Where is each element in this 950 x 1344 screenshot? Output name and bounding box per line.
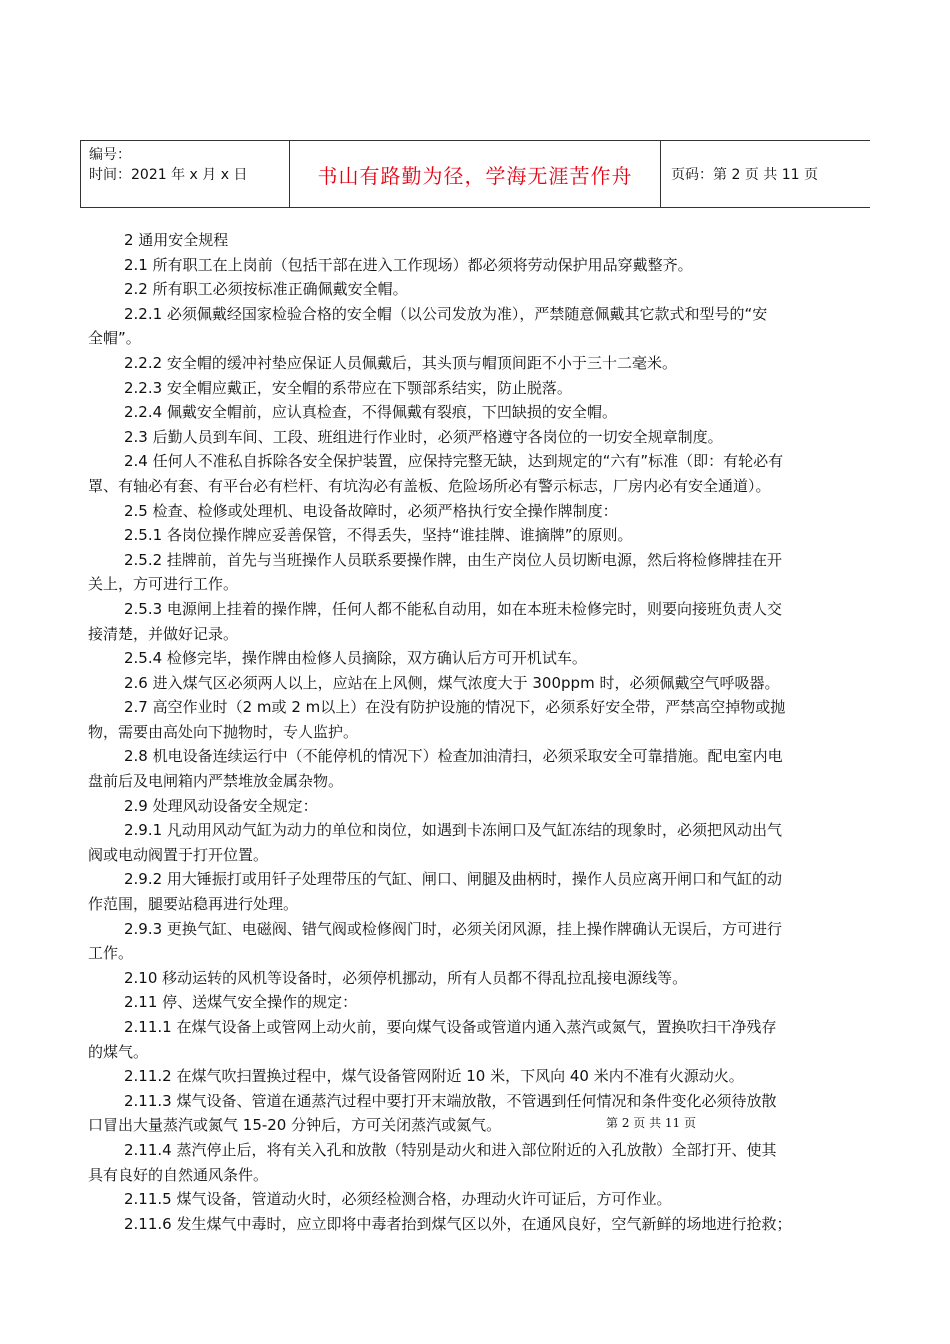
body-line: 口冒出大量蒸汽或氮气 15-20 分钟后，方可关闭蒸汽或氮气。 <box>88 1116 502 1135</box>
document-time-label: 时间：2021 年 x 月 x 日 <box>89 167 248 183</box>
body-line: 2.10 移动运转的风机等设备时，必须停机挪动，所有人员都不得乱拉乱接电源线等。 <box>124 968 688 987</box>
body-line: 2.9.2 用大锤振打或用钎子处理带压的气缸、闸口、闸腿及曲柄时，操作人员应离开闸口和气缸的动 <box>124 870 782 889</box>
body-line: 2.11.6 发生煤气中毒时，应立即将中毒者抬到煤气区以外，在通风良好，空气新鲜的场地进行抢救； <box>124 1214 792 1233</box>
body-line: 2.9 处理风动设备安全规定： <box>124 796 318 815</box>
body-line: 具有良好的自然通风条件。 <box>88 1165 269 1184</box>
body-line: 阀或电动阀置于打开位置。 <box>88 845 269 864</box>
document-number-label: 编号： <box>89 147 131 163</box>
body-line: 2.2.2 安全帽的缓冲衬垫应保证人员佩戴后，其头顶与帽顶间距不小于三十二毫米。 <box>124 353 677 372</box>
body-line: 2.11.3 煤气设备、管道在通蒸汽过程中要打开末端放散，不管遇到任何情况和条件变化必须待放散 <box>124 1091 777 1110</box>
body-line: 2.4 任何人不准私自拆除各安全保护装置，应保持完整无缺，达到规定的“六有”标准（即：有轮必有 <box>124 452 784 471</box>
body-line: 作范围，腿要站稳再进行处理。 <box>88 895 299 914</box>
body-line: 接清楚，并做好记录。 <box>88 624 239 643</box>
body-line: 2.5.4 检修完毕，操作牌由检修人员摘除，双方确认后方可开机试车。 <box>124 649 587 668</box>
body-line: 2.5 检查、检修或处理机、电设备故障时，必须严格执行安全操作牌制度： <box>124 501 618 520</box>
body-line: 2.5.2 挂牌前，首先与当班操作人员联系要操作牌，由生产岗位人员切断电源，然后将检修牌挂在开 <box>124 550 782 569</box>
body-line: 2.11.5 煤气设备，管道动火时，必须经检测合格，办理动火许可证后，方可作业。 <box>124 1190 672 1209</box>
body-line: 2.8 机电设备连续运行中（不能停机的情况下）检查加油清扫，必须采取安全可靠措施。配电室内电 <box>124 747 783 766</box>
document-body <box>88 228 864 1236</box>
body-line: 2.2.4 佩戴安全帽前，应认真检查，不得佩戴有裂痕，下凹缺损的安全帽。 <box>124 403 617 422</box>
body-line: 2.2.3 安全帽应戴正，安全帽的系带应在下颚部系结实，防止脱落。 <box>124 378 572 397</box>
header-page-cell <box>661 141 871 208</box>
body-line: 2.11 停、送煤气安全操作的规定： <box>124 993 358 1012</box>
page-info: 页码：第 2 页 共 11 页 <box>671 167 818 183</box>
body-line: 2.2 所有职工必须按标准正确佩戴安全帽。 <box>124 280 408 299</box>
body-line: 2.9.1 凡动用风动气缸为动力的单位和岗位，如遇到卡冻闸口及气缸冻结的现象时，必须把风动出气 <box>124 821 782 840</box>
body-line: 罩、有轴必有套、有平台必有栏杆、有坑沟必有盖板、危险场所必有警示标志，厂房内必有安全通道）。 <box>88 476 771 495</box>
body-line: 关上，方可进行工作。 <box>88 575 239 594</box>
header-meta-cell <box>81 141 290 208</box>
body-line: 2.11.2 在煤气吹扫置换过程中，煤气设备管网附近 10 米，下风向 40 米内不准有火源动火。 <box>124 1067 744 1086</box>
body-line: 的煤气。 <box>88 1042 149 1061</box>
body-line: 2.5.1 各岗位操作牌应妥善保管，不得丢失，坚持“谁挂牌、谁摘牌”的原则。 <box>124 526 633 545</box>
body-line: 2.5.3 电源闸上挂着的操作牌，任何人都不能私自动用，如在本班未检修完时，则要向接班负责人交 <box>124 599 782 618</box>
body-line: 全帽”。 <box>88 329 141 348</box>
body-line: 2.7 高空作业时（2 m或 2 m以上）在没有防护设施的情况下，必须系好安全带，严禁高空掉物或抛 <box>124 698 786 717</box>
motto-text: 书山有路勤为径，学海无涯苦作舟 <box>317 163 633 188</box>
body-line: 2.1 所有职工在上岗前（包括干部在进入工作现场）都必须将劳动保护用品穿戴整齐。 <box>124 255 693 274</box>
body-line: 物，需要由高处向下抛物时，专人监护。 <box>88 722 359 741</box>
body-line: 2.11.1 在煤气设备上或管网上动火前，要向煤气设备或管道内通入蒸汽或氮气，置换吹扫干净残存 <box>124 1018 777 1036</box>
body-line: 2.11.4 蒸汽停止后，将有关入孔和放散（特别是动火和进入部位附近的入孔放散）全部打开、使其 <box>124 1140 777 1159</box>
header-table <box>80 140 870 208</box>
section-heading: 2 通用安全规程 <box>124 231 229 249</box>
body-line: 盘前后及电闸箱内严禁堆放金属杂物。 <box>88 772 344 791</box>
body-line: 工作。 <box>88 944 134 963</box>
body-line: 2.9.3 更换气缸、电磁阀、错气阀或检修阀门时，必须关闭风源，挂上操作牌确认无误后，方可进行 <box>124 919 782 938</box>
body-line: 2.6 进入煤气区必须两人以上，应站在上风侧，煤气浓度大于 300ppm 时，必须佩戴空气呼吸器。 <box>124 673 780 692</box>
body-line: 2.2.1 必须佩戴经国家检验合格的安全帽（以公司发放为准），严禁随意佩戴其它款式和型号的“安 <box>124 304 768 323</box>
page-footer-note: 第 2 页 共 11 页 <box>606 1116 696 1130</box>
body-line: 2.3 后勤人员到车间、工段、班组进行作业时，必须严格遵守各岗位的一切安全规章制度。 <box>124 427 723 446</box>
header-motto-cell <box>290 141 661 208</box>
